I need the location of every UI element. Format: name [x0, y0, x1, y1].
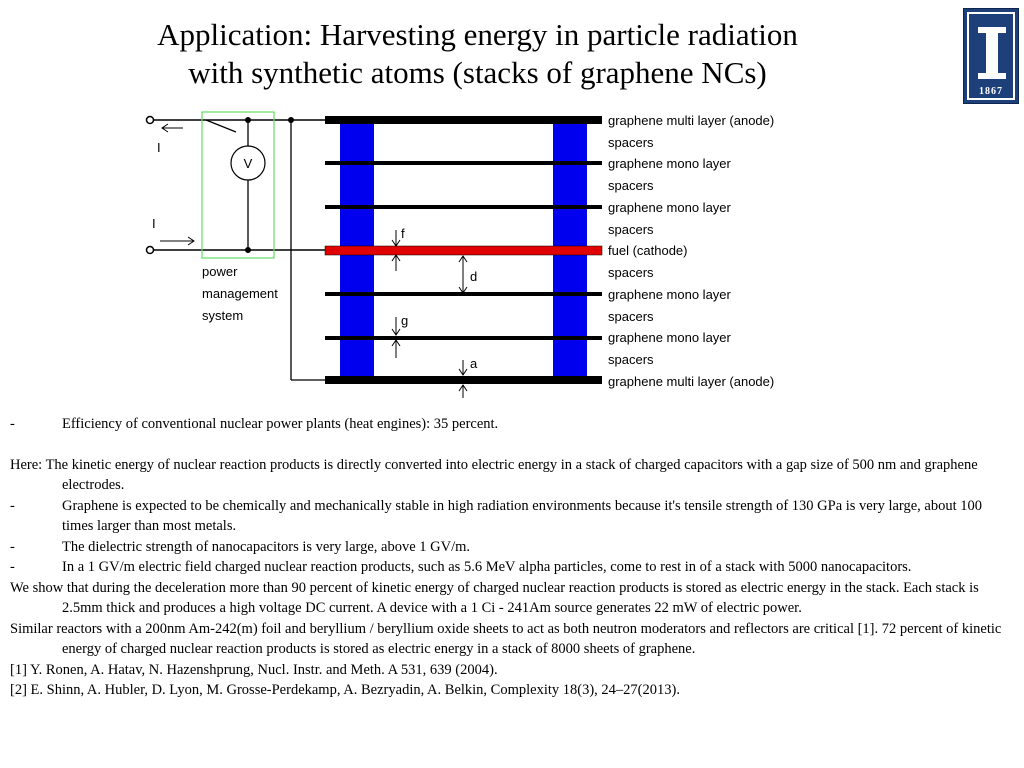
paragraph-show: We show that during the deceleration more than 90 percent of kinetic energy of charged nuclear reaction products is stored as electric energy in the stack. Each stack is 2.5mm thick and produces a high voltage DC current. A device with a 1 Ci - 241Am source generates 22 mW of electric power. [10, 579, 979, 616]
layer-label: spacers [608, 222, 654, 237]
bullet-field [10, 557, 1010, 578]
bullet-text: Graphene is expected to be chemically and mechanically stable in high radiation environments because it's tensile strength of 130 GPa is very large, about 100 times larger than most metals. [62, 497, 982, 534]
voltmeter-label: V [243, 156, 253, 171]
dimension-label-a: a [470, 356, 478, 371]
layer-label: spacers [608, 352, 654, 367]
bullet-text: The dielectric strength of nanocapacitors is very large, above 1 GV/m. [62, 538, 471, 555]
paragraph-here: Here: The kinetic energy of nuclear reaction products is directly converted into electric energy in a stack of charged capacitors with a gap size of 500 nm and graphene electrodes. [10, 456, 978, 493]
bullet-text: Efficiency of conventional nuclear power plants (heat engines): 35 percent. [62, 416, 499, 432]
layer-label: spacers [608, 135, 654, 150]
current-label-bottom: I [152, 216, 156, 231]
dimension-label-g: g [401, 313, 409, 328]
bullet-efficiency [10, 414, 1010, 435]
layer-label: graphene multi layer (anode) [608, 374, 775, 389]
pm-label-line: management [202, 286, 278, 301]
dimension-label-d: d [470, 269, 478, 284]
power-management-box [202, 112, 274, 258]
layer-label: spacers [608, 265, 654, 280]
layer-label: graphene mono layer [608, 287, 731, 302]
body-text [10, 414, 1010, 701]
bullet-text: In a 1 GV/m electric field charged nuclear reaction products, such as 5.6 MeV alpha particles, come to rest in of a stack with 5000 nanocapacitors. [62, 559, 912, 575]
title-line-1: Application: Harvesting energy in particle radiation [157, 17, 798, 52]
bullet-dash: - [10, 538, 15, 555]
dimension-label-f: f [401, 226, 405, 241]
terminal-bottom [147, 247, 154, 254]
bullet-graphene [10, 496, 1010, 537]
layer-label: fuel (cathode) [608, 243, 688, 258]
reference-2: [2] E. Shinn, A. Hubler, D. Lyon, M. Grosse-Perdekamp, A. Bezryadin, A. Belkin, Complexity 18(3), 24–27(2013). [10, 682, 680, 698]
current-label-top: I [157, 140, 161, 155]
layer-label: graphene mono layer [608, 156, 731, 171]
mono-layer-4 [325, 336, 602, 340]
pm-label-line: system [202, 308, 244, 323]
logo-year: 1867 [979, 86, 1003, 97]
bullet-dash: - [10, 497, 15, 514]
layer-label: spacers [608, 178, 654, 193]
circuit [147, 112, 326, 380]
layer-label: graphene multi layer (anode) [608, 113, 775, 128]
terminal-top [147, 117, 154, 124]
bullet-dielectric [10, 537, 1010, 558]
fuel-cathode [325, 246, 602, 255]
layer-label: graphene mono layer [608, 330, 731, 345]
bullet-dash: - [10, 416, 15, 432]
reference-1: [1] Y. Ronen, A. Hatav, N. Hazenshprung, Nucl. Instr. and Meth. A 531, 639 (2004). [10, 661, 498, 678]
mono-layer-2 [325, 205, 602, 209]
layer-label: graphene mono layer [608, 200, 731, 215]
pm-label-line: power [202, 264, 238, 279]
bullet-dash: - [10, 559, 15, 575]
anode-bottom [325, 376, 602, 384]
paragraph-similar: Similar reactors with a 200nm Am-242(m) foil and beryllium / beryllium oxide sheets to act as both neutron moderators and reflectors are critical [1]. 72 percent of kinetic energy of charged nuclear reaction products is stored as electric energy in a stack of 8000 sheets of graphene. [10, 620, 1002, 657]
switch-icon [206, 120, 236, 132]
dimension-g [392, 313, 408, 358]
anode-top [325, 116, 602, 124]
mono-layer-1 [325, 161, 602, 165]
dimension-d [459, 256, 477, 293]
title-line-2: with synthetic atoms (stacks of graphene NCs) [188, 55, 767, 90]
layer-label: spacers [608, 309, 654, 324]
